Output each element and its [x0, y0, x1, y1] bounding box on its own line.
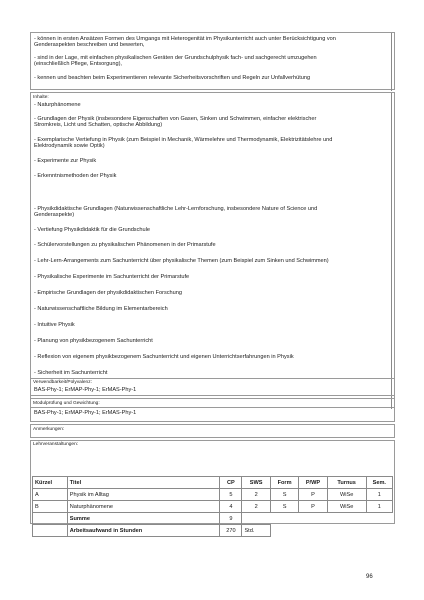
modulpruefung-value: BAS-Phy-1; ErMAP-Phy-1; ErMAS-Phy-1: [34, 410, 137, 416]
column-divider: [391, 93, 392, 409]
cell-pwp: P: [299, 501, 327, 513]
inhalte-item: - Vertiefung Physikdidaktik für die Grundschule: [34, 227, 150, 233]
column-divider: [391, 33, 392, 91]
verwendbarkeit-label: Verwendbarkeit/Polyvalenz:: [33, 380, 92, 385]
table-row: [33, 501, 393, 513]
cell-empty: [299, 525, 327, 537]
inhalte-item: - Lehr-Lern-Arrangements zum Sachunterricht über physikalische Themen (zum Beispiel zum Sinken und Schwimmen): [34, 258, 329, 264]
summe-cp: 9: [220, 513, 242, 525]
anmerkungen-label: Anmerkungen:: [33, 427, 65, 432]
summe-label: Summe: [67, 513, 220, 525]
inhalte-item: - Physikalische Experimente im Sachunterricht der Primarstufe: [34, 274, 190, 280]
cell-cp: 4: [220, 501, 242, 513]
outcome-item: - können in ersten Ansätzen Formen des Umgangs mit Heterogenität im Physikunterricht auch unter Berücksichtigung von Genderaspekten beschreiben und bewerten,: [34, 36, 336, 49]
anmerkungen-box: [30, 424, 395, 438]
modulpruefung-label: Modulprüfung und Gewichtung:: [33, 401, 100, 406]
inhalte-item: - Reflexion von eigenem physikbezogenem Sachunterricht und eigenen Unterrichtserfahrungen in Physik: [34, 354, 294, 360]
summe-row: [33, 513, 393, 525]
cell-turnus: WiSe: [327, 501, 366, 513]
aufwand-label: Arbeitsaufwand in Stunden: [67, 525, 220, 537]
header-cp: CP: [220, 477, 242, 489]
inhalte-item: - Empirische Grundlagen der physikdidaktischen Forschung: [34, 290, 182, 296]
cell-sem: 1: [366, 501, 392, 513]
outcome-item: - sind in der Lage, mit einfachen physikalischen Geräten der Grundschulphysik fach- und sachgerecht umzugehen (einschließlich Pflege, Entsorgung),: [34, 55, 317, 68]
aufwand-unit: Std.: [242, 525, 270, 537]
header-turnus: Turnus: [327, 477, 366, 489]
inhalte-item: - Erkenntnismethoden der Physik: [34, 173, 117, 179]
header-kuerzel: Kürzel: [33, 477, 68, 489]
cell-empty: [242, 513, 270, 525]
cell-titel: Naturphänomene: [67, 501, 220, 513]
header-form: Form: [270, 477, 298, 489]
cell-empty: [299, 513, 327, 525]
cell-kuerzel: B: [33, 501, 68, 513]
inhalte-item: - Sicherheit im Sachunterricht: [34, 370, 108, 376]
inhalte-item: - Experimente zur Physik: [34, 158, 97, 164]
cell-empty: [33, 513, 68, 525]
page-number: 96: [366, 574, 373, 580]
header-titel: Titel: [67, 477, 220, 489]
cell-titel: Physik im Alltag: [67, 489, 220, 501]
inhalte-item: - Exemplarische Vertiefung in Physik (zum Beispiel in Mechanik, Wärmelehre und Thermodynamik, Elektrizitätslehre und Elektrodynamik sowie Optik): [34, 137, 333, 150]
cell-empty: [270, 513, 298, 525]
cell-empty: [327, 525, 366, 537]
cell-empty: [366, 525, 392, 537]
verwendbarkeit-box: [30, 378, 395, 396]
cell-sem: 1: [366, 489, 392, 501]
cell-empty: [327, 513, 366, 525]
inhalte-item: - Naturphänomene: [34, 102, 81, 108]
inhalte-item: - Naturwissenschaftliche Bildung im Elementarbereich: [34, 306, 168, 312]
cell-cp: 5: [220, 489, 242, 501]
aufwand-row: [33, 525, 393, 537]
outcomes-box: [30, 32, 395, 90]
modulpruefung-box: [30, 398, 395, 422]
inhalte-item: - Grundlagen der Physik (insbesondere Eigenschaften von Gasen, Sinken und Schwimmen, einfacher elektrischer Stromkreis, Licht und Schatten, optische Abbildung): [34, 116, 317, 129]
cell-sws: 2: [242, 501, 270, 513]
table-row: [33, 489, 393, 501]
aufwand-value: 270: [220, 525, 242, 537]
lehrveranstaltungen-label: Lehrveranstaltungen:: [33, 442, 79, 447]
inhalte-item: - Intuitive Physik: [34, 322, 75, 328]
header-sem: Sem.: [366, 477, 392, 489]
table-header-row: [33, 477, 393, 489]
inhalte-item: - Planung von physikbezogenem Sachunterricht: [34, 338, 153, 344]
verwendbarkeit-value: BAS-Phy-1; ErMAP-Phy-1; ErMAS-Phy-1: [34, 387, 137, 393]
lehrveranstaltungen-table: [32, 476, 393, 537]
cell-empty: [33, 525, 68, 537]
cell-form: S: [270, 501, 298, 513]
cell-empty: [366, 513, 392, 525]
cell-sws: 2: [242, 489, 270, 501]
cell-kuerzel: A: [33, 489, 68, 501]
inhalte-item: - Physikdidaktische Grundlagen (Naturwissenschaftliche Lehr-Lernforschung, insbesondere Nature of Science und Genderaspekte): [34, 206, 318, 219]
cell-turnus: WiSe: [327, 489, 366, 501]
header-sws: SWS: [242, 477, 270, 489]
cell-empty: [270, 525, 298, 537]
module-description: [30, 32, 395, 534]
outcome-item: - kennen und beachten beim Experimentieren relevante Sicherheitsvorschriften und Regeln zur Unfallverhütung: [34, 75, 311, 81]
inhalte-item: - Schülervorstellungen zu physikalischen Phänomenen in der Primarstufe: [34, 242, 216, 248]
cell-pwp: P: [299, 489, 327, 501]
header-pwp: P/WP: [299, 477, 327, 489]
inhalte-label: Inhalte:: [33, 95, 49, 100]
inhalte-box: [30, 92, 395, 408]
cell-form: S: [270, 489, 298, 501]
